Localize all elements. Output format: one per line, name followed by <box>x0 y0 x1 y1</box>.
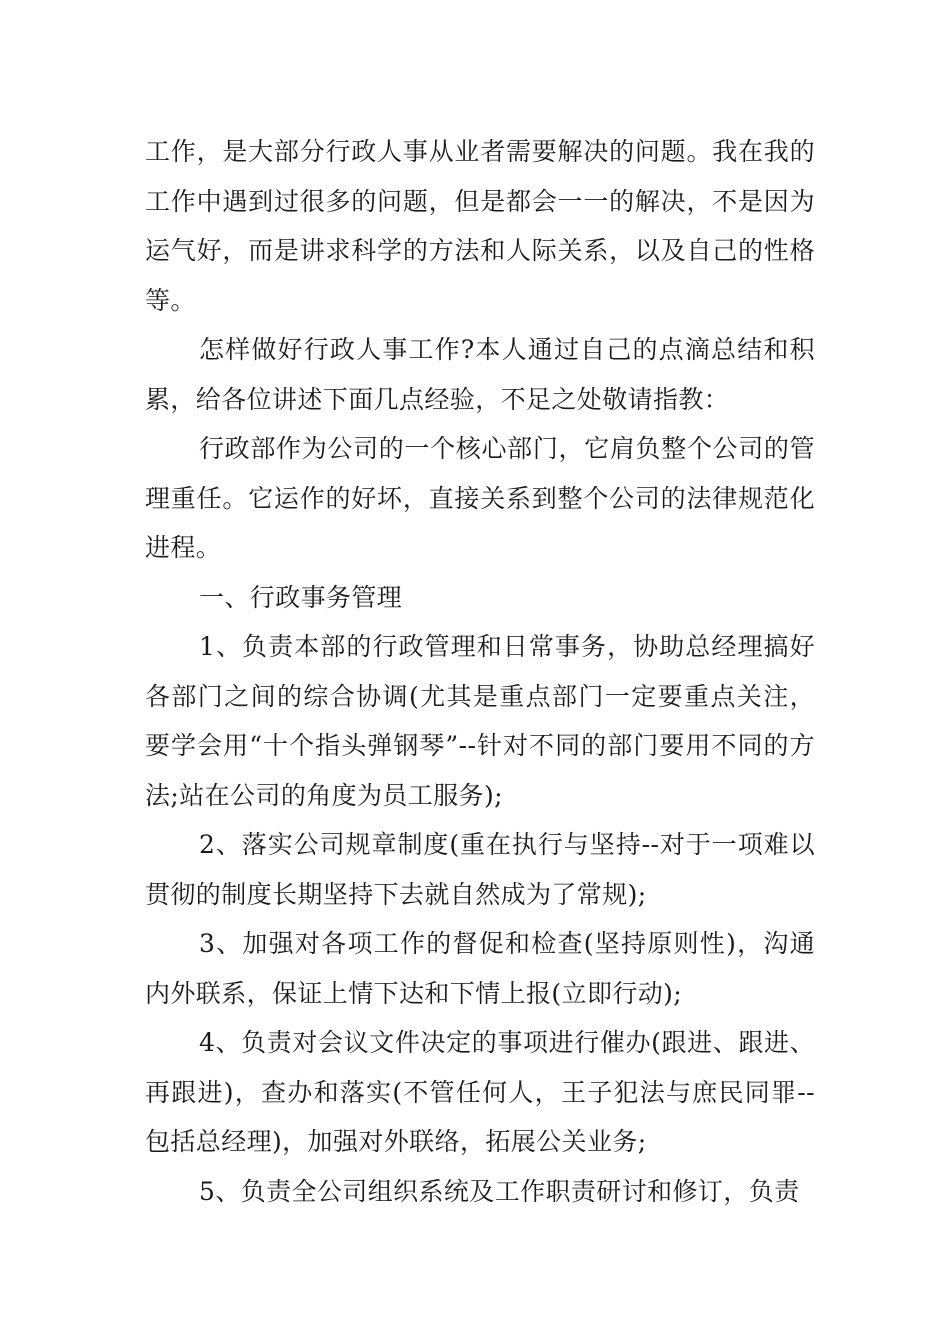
paragraph-2: 怎样做好行政人事工作?本人通过自己的点滴总结和积累，给各位讲述下面几点经验，不足之处敬请指教： <box>145 335 815 414</box>
paragraph-1: 工作，是大部分行政人事从业者需要解决的问题。我在我的工作中遇到过很多的问题，但是都会一一的解决，不是因为运气好，而是讲求科学的方法和人际关系，以及自己的性格等。 <box>145 137 815 315</box>
section-heading-1: 一、行政事务管理 <box>199 582 403 612</box>
paragraph-3: 行政部作为公司的一个核心部门，它肩负整个公司的管理重任。它运作的好坏，直接关系到整个公司的法律规范化进程。 <box>145 434 815 562</box>
list-item-5: 5、负责全公司组织系统及工作职责研讨和修订，负责 <box>199 1176 800 1206</box>
list-item-2: 2、落实公司规章制度(重在执行与坚持--对于一项难以贯彻的制度长期坚持下去就自然成为了常规); <box>145 830 815 909</box>
document-body <box>145 127 815 1216</box>
list-item-3: 3、加强对各项工作的督促和检查(坚持原则性)，沟通内外联系，保证上情下达和下情上报(立即行动); <box>145 929 815 1008</box>
list-item-4: 4、负责对会议文件决定的事项进行催办(跟进、跟进、再跟进)，查办和落实(不管任何人，王子犯法与庶民同罪--包括总经理)，加强对外联络，拓展公关业务; <box>145 1028 815 1156</box>
list-item-1: 1、负责本部的行政管理和日常事务，协助总经理搞好各部门之间的综合协调(尤其是重点部门一定要重点关注，要学会用“十个指头弹钢琴”--针对不同的部门要用不同的方法;站在公司的角度为员工服务); <box>145 632 815 810</box>
